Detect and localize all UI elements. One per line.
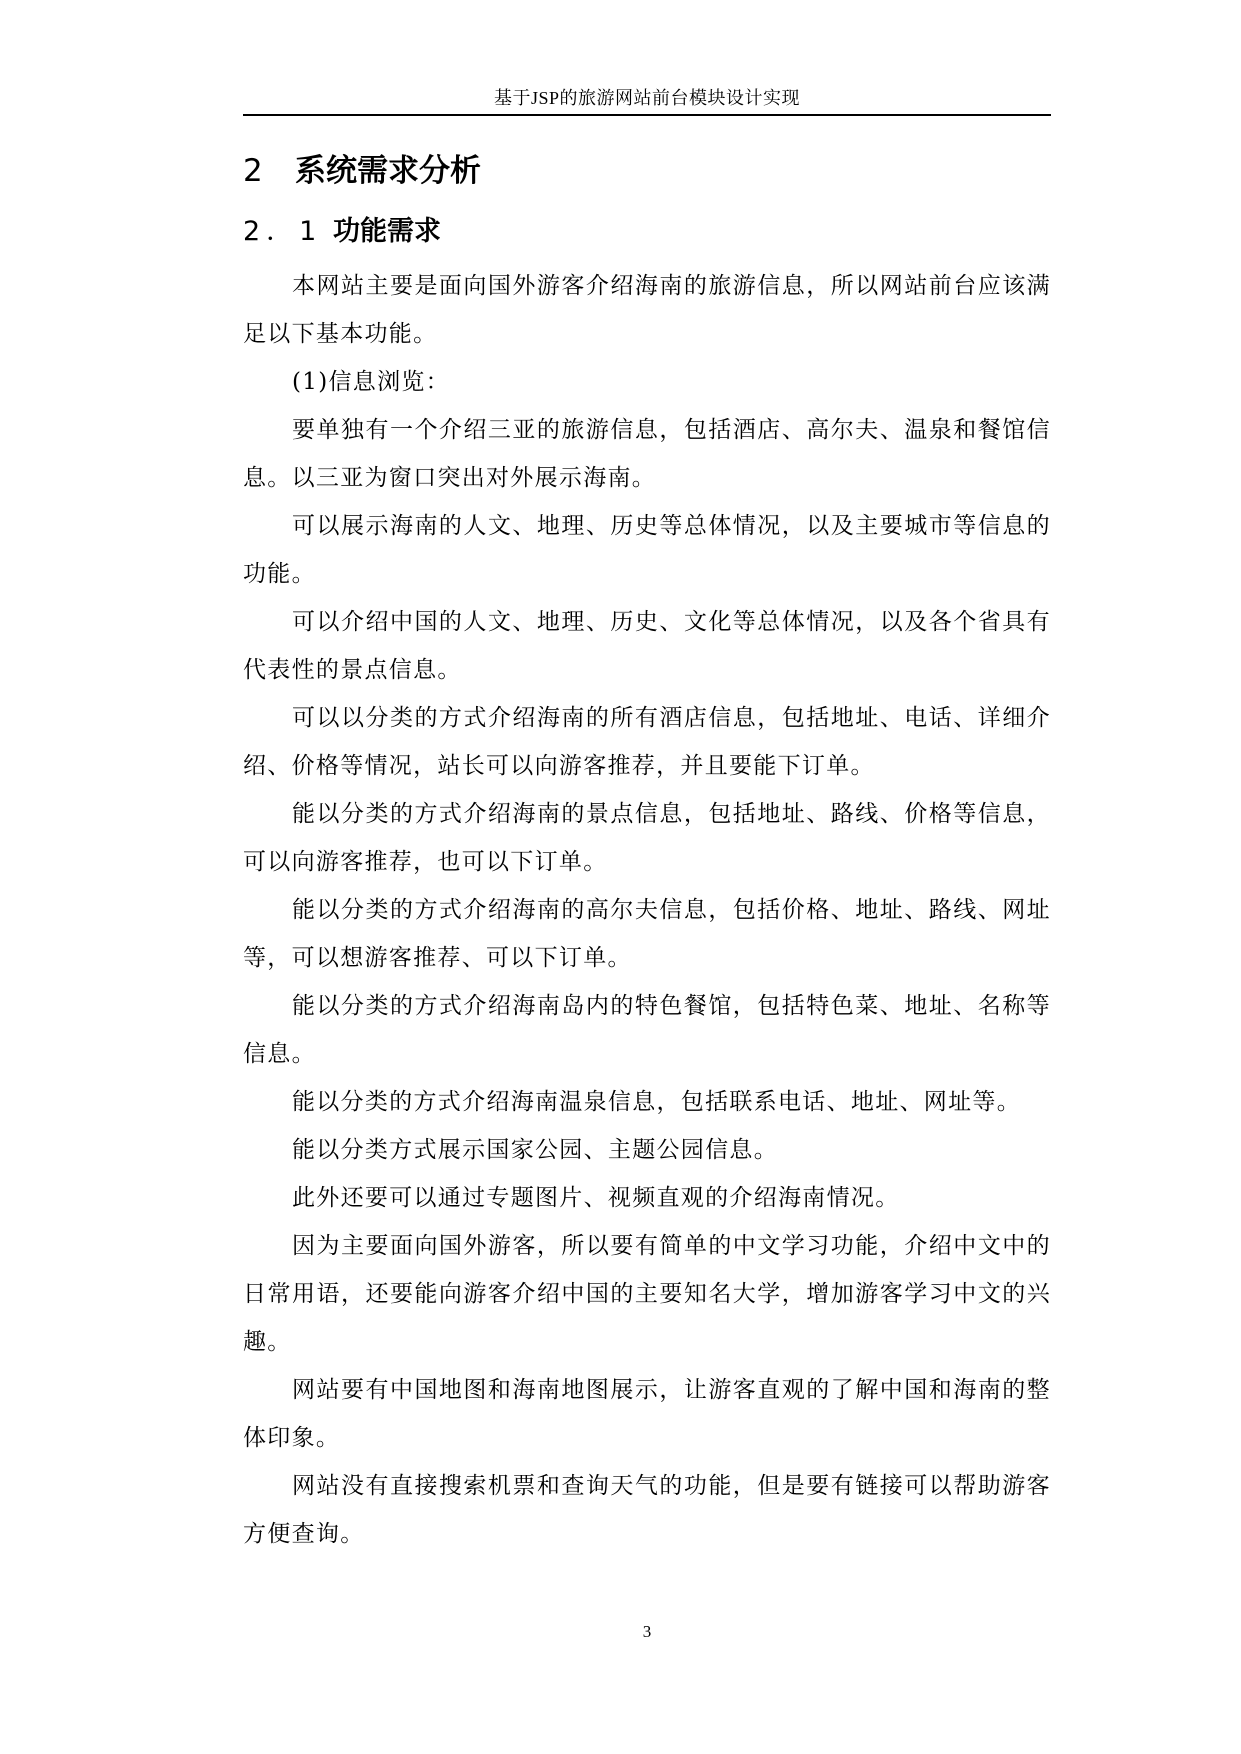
body-text bbox=[243, 262, 1051, 1558]
paragraph-restaurants: 能以分类的方式介绍海南岛内的特色餐馆，包括特色菜、地址、名称等信息。 bbox=[243, 993, 1051, 1067]
paragraph-golf: 能以分类的方式介绍海南的高尔夫信息，包括价格、地址、路线、网址等，可以想游客推荐、可以下订单。 bbox=[243, 897, 1051, 971]
section-number: 2．1 bbox=[243, 216, 323, 247]
chapter-title: 系统需求分析 bbox=[295, 153, 481, 189]
paragraph-chinese-learning: 因为主要面向国外游客，所以要有简单的中文学习功能，介绍中文中的日常用语，还要能向游客介绍中国的主要知名大学，增加游客学习中文的兴趣。 bbox=[243, 1233, 1051, 1355]
paragraph-attractions: 能以分类的方式介绍海南的景点信息，包括地址、路线、价格等信息，可以向游客推荐，也可以下订单。 bbox=[243, 801, 1051, 875]
paragraph-hot-springs: 能以分类的方式介绍海南温泉信息，包括联系电话、地址、网址等。 bbox=[292, 1089, 1021, 1115]
paragraph-hainan-overview: 可以展示海南的人文、地理、历史等总体情况，以及主要城市等信息的功能。 bbox=[243, 513, 1051, 587]
paragraph-links: 网站没有直接搜索机票和查询天气的功能，但是要有链接可以帮助游客方便查询。 bbox=[243, 1473, 1051, 1547]
paragraph-china-overview: 可以介绍中国的人文、地理、历史、文化等总体情况，以及各个省具有代表性的景点信息。 bbox=[243, 609, 1051, 683]
paragraph-intro: 本网站主要是面向国外游客介绍海南的旅游信息，所以网站前台应该满足以下基本功能。 bbox=[243, 273, 1051, 347]
paragraph-media: 此外还要可以通过专题图片、视频直观的介绍海南情况。 bbox=[292, 1185, 900, 1211]
section-title: 功能需求 bbox=[333, 216, 441, 247]
paragraph-hotels: 可以以分类的方式介绍海南的所有酒店信息，包括地址、电话、详细介绍、价格等情况，站长可以向游客推荐，并且要能下订单。 bbox=[243, 705, 1051, 779]
page-number: 3 bbox=[642, 1622, 652, 1641]
section-heading bbox=[243, 214, 441, 250]
chapter-number: 2 bbox=[243, 153, 263, 189]
paragraph-list-heading: (1)信息浏览： bbox=[292, 369, 450, 395]
paragraph-maps: 网站要有中国地图和海南地图展示，让游客直观的了解中国和海南的整体印象。 bbox=[243, 1377, 1051, 1451]
chapter-heading bbox=[243, 151, 481, 191]
running-header: 基于JSP的旅游网站前台模块设计实现 bbox=[493, 88, 801, 108]
paragraph-sanya: 要单独有一个介绍三亚的旅游信息，包括酒店、高尔夫、温泉和餐馆信息。以三亚为窗口突出对外展示海南。 bbox=[243, 417, 1051, 491]
header-divider bbox=[243, 114, 1051, 116]
paragraph-parks: 能以分类方式展示国家公园、主题公园信息。 bbox=[292, 1137, 778, 1163]
